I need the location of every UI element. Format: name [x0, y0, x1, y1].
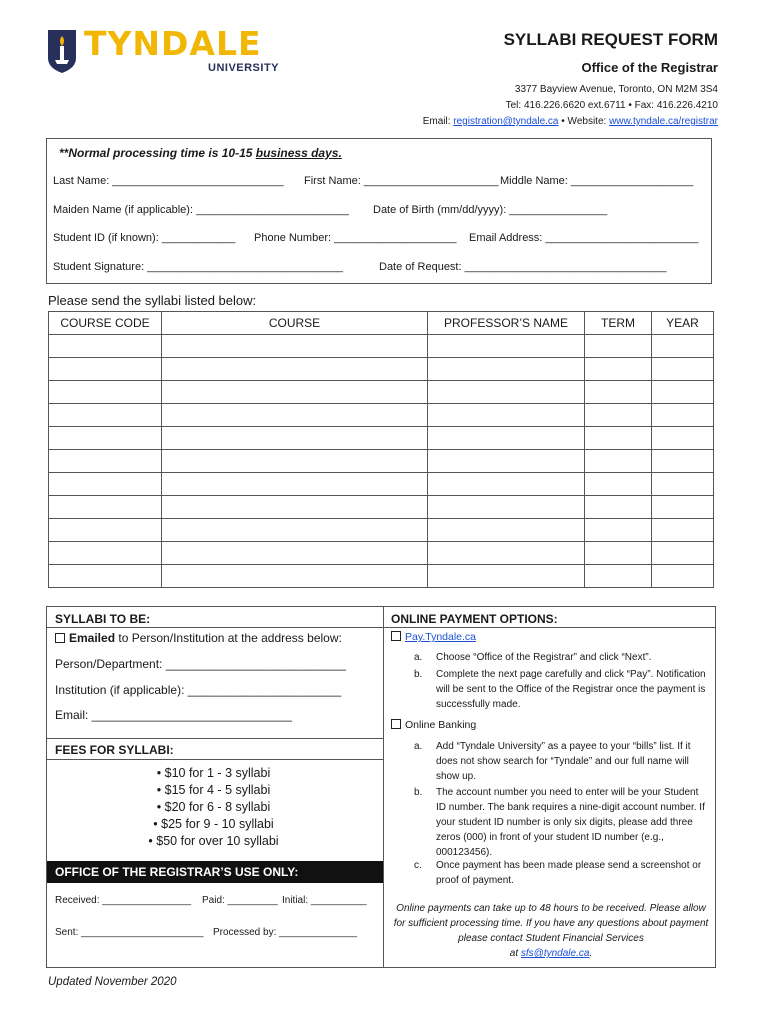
col-course-code: COURSE CODE: [49, 312, 162, 335]
course-row: [49, 427, 714, 450]
logo-wordmark: TYNDALE: [84, 24, 262, 63]
term-cell[interactable]: [585, 404, 652, 427]
course-row: [49, 450, 714, 473]
processing-note: [59, 146, 342, 160]
course-cell[interactable]: [162, 381, 428, 404]
syllabi-to-be-title: SYLLABI TO BE:: [55, 612, 151, 626]
professor-cell[interactable]: [428, 473, 585, 496]
tyndale-logo: [46, 24, 286, 78]
office-use-title: OFFICE OF THE REGISTRAR’S USE ONLY:: [55, 865, 299, 879]
course-code-cell[interactable]: [49, 404, 162, 427]
office-name: Office of the Registrar: [581, 60, 718, 75]
fee-item: • $50 for over 10 syllabi: [148, 834, 279, 848]
email-prefix: Email:: [422, 116, 454, 127]
step-text: Choose “Office of the Registrar” and click “Next”.: [436, 652, 652, 663]
divider: [47, 627, 383, 628]
col-professor: PROFESSOR’S NAME: [428, 312, 585, 335]
professor-cell[interactable]: [428, 565, 585, 588]
bottom-section: [46, 606, 716, 968]
year-cell[interactable]: [652, 519, 714, 542]
form-title: SYLLABI REQUEST FORM: [503, 30, 718, 49]
divider: [47, 738, 383, 739]
professor-cell[interactable]: [428, 496, 585, 519]
course-row: [49, 358, 714, 381]
term-cell[interactable]: [585, 542, 652, 565]
course-row: [49, 519, 714, 542]
term-cell[interactable]: [585, 473, 652, 496]
professor-cell[interactable]: [428, 381, 585, 404]
col-term: TERM: [585, 312, 652, 335]
course-cell[interactable]: [162, 450, 428, 473]
pay-tyndale-checkbox-icon[interactable]: [391, 631, 401, 641]
course-code-cell[interactable]: [49, 450, 162, 473]
step-key: b.: [414, 787, 423, 798]
professor-cell[interactable]: [428, 519, 585, 542]
student-info-box: [46, 138, 712, 284]
middle-name-field[interactable]: Middle Name: ____________________: [500, 175, 694, 187]
updated-footer: Updated November 2020: [48, 976, 177, 988]
pay-step-b: [414, 667, 714, 717]
course-code-cell[interactable]: [49, 542, 162, 565]
payment-note: [389, 901, 713, 961]
course-cell[interactable]: [162, 427, 428, 450]
course-row: [49, 404, 714, 427]
year-cell[interactable]: [652, 381, 714, 404]
professor-cell[interactable]: [428, 427, 585, 450]
fee-item: • $25 for 9 - 10 syllabi: [153, 817, 274, 831]
courses-body: [49, 335, 714, 588]
term-cell[interactable]: [585, 519, 652, 542]
processing-note-underlined: business days.: [255, 146, 342, 160]
course-cell[interactable]: [162, 496, 428, 519]
address-line: 3377 Bayview Avenue, Toronto, ON M2M 3S4: [514, 84, 718, 95]
registrar-email-link[interactable]: registration@tyndale.ca: [453, 116, 559, 127]
step-text: Once payment has been made please send a screenshot or proof of payment.: [436, 860, 702, 886]
bank-step-c: [414, 858, 714, 890]
course-code-cell[interactable]: [49, 473, 162, 496]
term-cell[interactable]: [585, 496, 652, 519]
fee-item: • $15 for 4 - 5 syllabi: [156, 783, 271, 797]
col-course: COURSE: [162, 312, 428, 335]
step-key: a.: [414, 652, 423, 663]
paid-field[interactable]: Paid: _________: [202, 895, 278, 906]
step-text: Add “Tyndale University” as a payee to your “bills” list. If it does not show search for “Tyndale” and our full name will show up.: [436, 741, 691, 782]
professor-cell[interactable]: [428, 450, 585, 473]
course-row: [49, 542, 714, 565]
online-banking-label: Online Banking: [405, 719, 477, 731]
year-cell[interactable]: [652, 404, 714, 427]
course-row: [49, 335, 714, 358]
course-code-cell[interactable]: [49, 381, 162, 404]
course-code-cell[interactable]: [49, 335, 162, 358]
courses-label: Please send the syllabi listed below:: [48, 293, 257, 308]
year-cell[interactable]: [652, 542, 714, 565]
payment-note-text: Online payments can take up to 48 hours to be received. Please allow for sufficient processing time. If you have any questions about payment please contact Student Financial Services: [393, 903, 709, 944]
payment-note-at: at: [509, 948, 521, 959]
professor-cell[interactable]: [428, 335, 585, 358]
course-code-cell[interactable]: [49, 427, 162, 450]
fee-item: • $10 for 1 - 3 syllabi: [156, 766, 271, 780]
torch-shield-logo-icon: [46, 28, 78, 74]
institution-field[interactable]: Institution (if applicable): _______________________: [55, 683, 342, 697]
term-cell[interactable]: [585, 335, 652, 358]
emailed-rest: to Person/Institution at the address below:: [115, 631, 342, 645]
course-row: [49, 381, 714, 404]
course-cell[interactable]: [162, 565, 428, 588]
online-banking-checkbox-icon[interactable]: [391, 719, 401, 729]
term-cell[interactable]: [585, 381, 652, 404]
course-cell[interactable]: [162, 519, 428, 542]
payment-title: ONLINE PAYMENT OPTIONS:: [391, 612, 558, 626]
bank-step-a: [414, 739, 714, 787]
course-cell[interactable]: [162, 358, 428, 381]
year-cell[interactable]: [652, 358, 714, 381]
divider: [384, 627, 715, 628]
step-text: The account number you need to enter will be your Student ID number. The bank requires a nine-digit account number. If your student ID number is only six digits, please add three zeros (000) in front of your student ID number (e.g., 000123456).: [436, 787, 705, 858]
processed-by-field[interactable]: Processed by: ______________: [213, 927, 358, 938]
initial-field[interactable]: Initial: __________: [282, 895, 367, 906]
phone-fax-line: Tel: 416.226.6620 ext.6711 • Fax: 416.226.4210: [505, 100, 718, 111]
email-address-field[interactable]: Email Address: _________________________: [469, 232, 699, 244]
registrar-website-link[interactable]: www.tyndale.ca/registrar: [609, 116, 718, 127]
course-cell[interactable]: [162, 404, 428, 427]
column-divider: [383, 607, 384, 967]
course-row: [49, 496, 714, 519]
emailed-checkbox-icon[interactable]: [55, 633, 65, 643]
email-website-line: [423, 116, 718, 127]
year-cell[interactable]: [652, 565, 714, 588]
phone-number-field[interactable]: Phone Number: ____________________: [254, 232, 457, 244]
step-key: c.: [414, 860, 422, 871]
pay-tyndale-link[interactable]: Pay.Tyndale.ca: [405, 631, 477, 643]
term-cell[interactable]: [585, 358, 652, 381]
step-key: a.: [414, 741, 423, 752]
student-signature-field[interactable]: Student Signature: ________________________________: [53, 261, 343, 273]
course-cell[interactable]: [162, 473, 428, 496]
first-name-field[interactable]: First Name: ______________________: [304, 175, 499, 187]
term-cell[interactable]: [585, 565, 652, 588]
person-department-field[interactable]: Person/Department: ___________________________: [55, 657, 346, 671]
processing-note-text: **Normal processing time is 10-15: [59, 146, 256, 160]
syllabi-email-field[interactable]: Email: ______________________________: [55, 708, 292, 722]
student-id-field[interactable]: Student ID (if known): ____________: [53, 232, 236, 244]
pay-tyndale-option[interactable]: [391, 631, 476, 643]
professor-cell[interactable]: [428, 358, 585, 381]
divider: [47, 759, 383, 760]
office-use-bar: [47, 861, 383, 883]
year-cell[interactable]: [652, 427, 714, 450]
last-name-field[interactable]: Last Name: ____________________________: [53, 175, 284, 187]
course-cell[interactable]: [162, 542, 428, 565]
date-of-birth-field[interactable]: Date of Birth (mm/dd/yyyy): ________________: [373, 204, 608, 216]
courses-table: [48, 311, 714, 588]
course-code-cell[interactable]: [49, 496, 162, 519]
online-banking-option[interactable]: [391, 719, 476, 731]
col-year: YEAR: [652, 312, 714, 335]
sfs-email-link[interactable]: sfs@tyndale.ca: [520, 948, 590, 959]
payment-note-end: .: [589, 948, 593, 959]
course-code-cell[interactable]: [49, 358, 162, 381]
professor-cell[interactable]: [428, 542, 585, 565]
logo-subtitle: UNIVERSITY: [208, 62, 280, 74]
website-separator: • Website:: [558, 116, 610, 127]
emailed-bold: Emailed: [69, 631, 116, 645]
emailed-option[interactable]: [55, 631, 342, 645]
year-cell[interactable]: [652, 335, 714, 358]
date-of-request-field[interactable]: Date of Request: _________________________________: [379, 261, 667, 273]
step-text: Complete the next page carefully and click “Pay”. Notification will be sent to the Office of the Registrar once the payment is successfully made.: [436, 669, 706, 710]
year-cell[interactable]: [652, 450, 714, 473]
sent-field[interactable]: Sent: ______________________: [55, 927, 204, 938]
course-row: [49, 565, 714, 588]
bank-step-b: [414, 785, 714, 861]
term-cell[interactable]: [585, 450, 652, 473]
maiden-name-field[interactable]: Maiden Name (if applicable): _________________________: [53, 204, 350, 216]
term-cell[interactable]: [585, 427, 652, 450]
year-cell[interactable]: [652, 496, 714, 519]
course-cell[interactable]: [162, 335, 428, 358]
received-field[interactable]: Received: ________________: [55, 895, 192, 906]
courses-header-row: [49, 312, 714, 335]
step-key: b.: [414, 669, 423, 680]
year-cell[interactable]: [652, 473, 714, 496]
fee-item: • $20 for 6 - 8 syllabi: [156, 800, 271, 814]
course-row: [49, 473, 714, 496]
pay-step-a: [414, 650, 714, 666]
course-code-cell[interactable]: [49, 565, 162, 588]
fees-title: FEES FOR SYLLABI:: [55, 743, 174, 757]
professor-cell[interactable]: [428, 404, 585, 427]
course-code-cell[interactable]: [49, 519, 162, 542]
